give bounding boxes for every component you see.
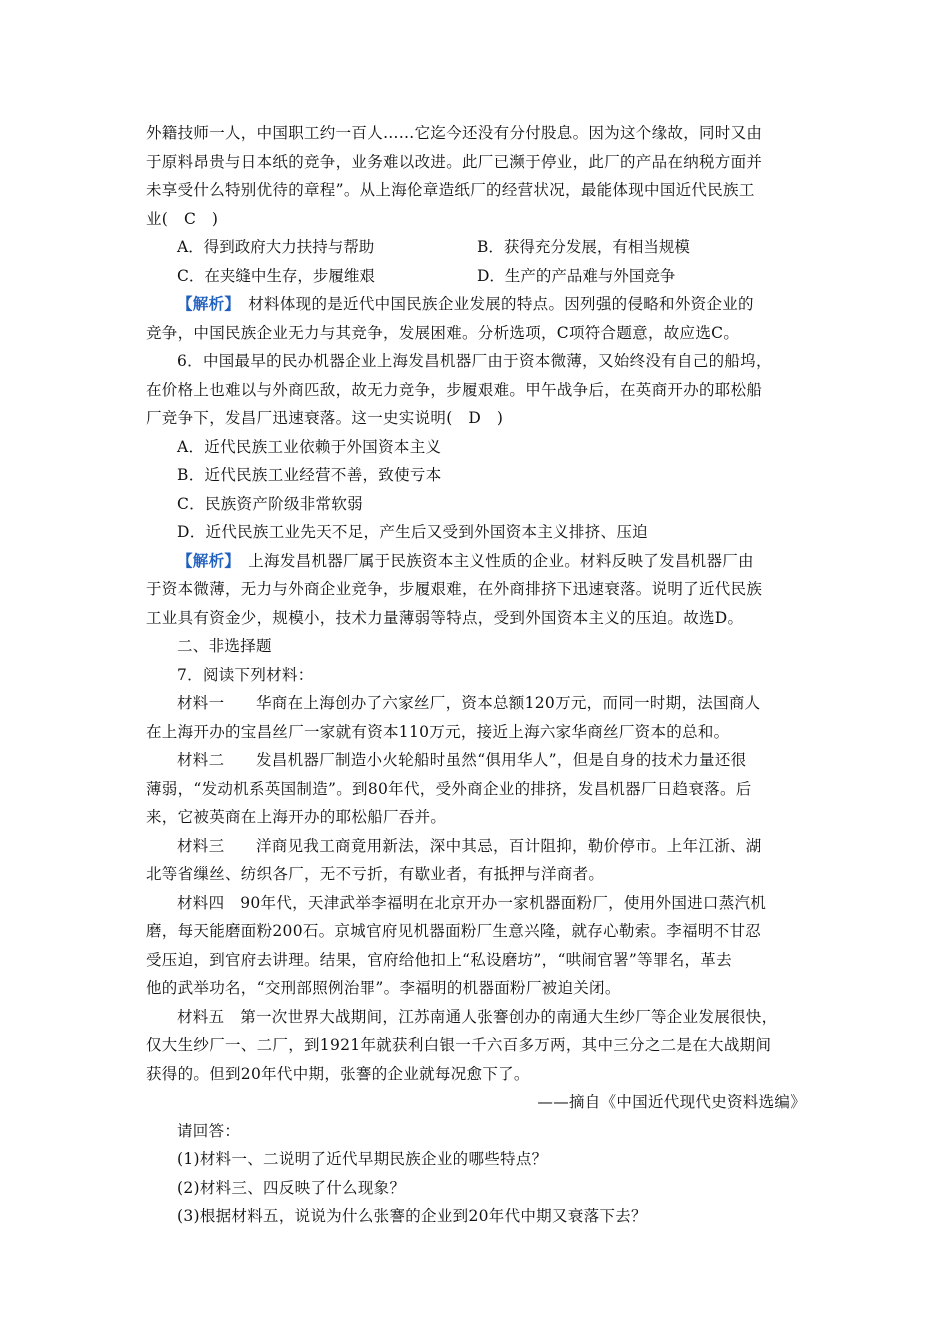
text-line: 仅大生纱厂一、二厂，到1921年就获利白银一千六百多万两，其中三分之二是在大战期间 <box>146 1036 772 1054</box>
option-d: D．生产的产品难与外国竞争 <box>477 266 676 285</box>
material-3 <box>146 832 810 889</box>
question-6-stem <box>146 347 810 433</box>
text-line: 北等省缫丝、纺织各厂，无不亏折，有歇业者，有抵押与洋商者。 <box>146 865 605 883</box>
option-c: C．民族资产阶级非常软弱 <box>177 494 363 513</box>
text-line: 6．中国最早的民办机器企业上海发昌机器厂由于资本微薄，又始终没有自己的船坞， <box>177 352 772 370</box>
section-title: 二、非选择题 <box>177 637 272 655</box>
option-c: C．在夹缝中生存，步履维艰 <box>177 266 375 285</box>
option-d: D．近代民族工业先天不足，产生后又受到外国资本主义排挤、压迫 <box>177 523 648 541</box>
text-line: 薄弱，“发动机系英国制造”。到80年代，受外商企业的排挤，发昌机器厂日趋衰落。后 <box>146 779 752 798</box>
analysis-line <box>146 547 810 576</box>
text-line: 来，它被英商在上海开办的耶松船厂吞并。 <box>146 808 447 826</box>
material-4 <box>146 889 810 1003</box>
question-list <box>146 1145 810 1231</box>
text-line: 磨，每天能磨面粉200石。京城官府见机器面粉厂生意兴隆，就存心勒索。李福明不甘忍 <box>146 922 762 940</box>
text-line: 受压迫，到官府去讲理。结果，官府给他扣上“私设磨坊”，“哄闹官署”等罪名，革去 <box>146 950 732 969</box>
option-a: A．得到政府大力扶持与帮助 <box>177 238 375 256</box>
text-line: 未享受什么特别优待的章程”。从上海伦章造纸厂的经营状况，最能体现中国近代民族工 <box>146 181 755 199</box>
analysis-line <box>146 290 810 319</box>
option-b: B．获得充分发展，有相当规模 <box>477 238 690 256</box>
text-line: 材料五 第一次世界大战期间，江苏南通人张謇创办的南通大生纱厂等企业发展很快， <box>177 1007 778 1026</box>
sub-question: (2)材料三、四反映了什么现象？ <box>177 1178 406 1197</box>
material-2 <box>146 746 810 832</box>
material-1 <box>146 689 810 746</box>
text-line: 在上海开办的宝昌丝厂一家就有资本110万元，接近上海六家华商丝厂资本的总和。 <box>146 722 730 741</box>
option-row <box>146 233 810 262</box>
option-a: A．近代民族工业依赖于外国资本主义 <box>177 437 442 456</box>
text-line: 外籍技师一人，中国职工约一百人……它迄今还没有分付股息。因为这个缘故，同时又由 <box>146 124 763 142</box>
material-5 <box>146 1003 810 1089</box>
text-line: 获得的。但到20年代中期，张謇的企业就每况愈下了。 <box>146 1064 530 1083</box>
analysis-tag: 【解析】 <box>177 294 233 313</box>
analysis-text: 上海发昌机器厂属于民族资本主义性质的企业。材料反映了发昌机器厂由 <box>232 551 754 570</box>
analysis-tag: 【解析】 <box>177 550 233 570</box>
text-line: 他的武举功名，“交刑部照例治罪”。李福明的机器面粉厂被迫关闭。 <box>146 979 621 997</box>
answer-prompt: 请回答： <box>177 1121 241 1140</box>
text-line: 业( C ) <box>146 209 219 228</box>
analysis-line: 于资本微薄，无力与外商企业竞争，步履艰难，在外商排挤下迅速衰落。说明了近代民族 <box>146 580 763 598</box>
question-5-stem <box>146 119 810 233</box>
source-citation: ——摘自《中国近代现代史资料选编》 <box>537 1093 806 1111</box>
sub-question: (3)根据材料五，说说为什么张謇的企业到20年代中期又衰落下去？ <box>177 1207 647 1225</box>
text-line: 厂竞争下，发昌厂迅速衰落。这一史实说明( D ) <box>146 409 504 427</box>
option-b: B．近代民族工业经营不善，致使亏本 <box>177 466 442 484</box>
option-row <box>146 262 810 291</box>
text-line: 材料四 90年代，天津武举李福明在北京开办一家机器面粉厂，使用外国进口蒸汽机 <box>177 893 767 912</box>
question-5-options <box>146 233 810 290</box>
question-5-analysis <box>146 290 810 347</box>
analysis-line: 工业具有资金少，规模小，技术力量薄弱等特点，受到外国资本主义的压迫。故选D。 <box>146 608 744 627</box>
text-line: 材料二 发昌机器厂制造小火轮船时虽然“俱用华人”，但是自身的技术力量还很 <box>177 751 747 769</box>
question-6-analysis <box>146 547 810 633</box>
text-line: 于原料昂贵与日本纸的竞争，业务难以改进。此厂已濒于停业，此厂的产品在纳税方面并 <box>146 152 763 171</box>
text-line: 材料一 华商在上海创办了六家丝厂，资本总额120万元，而同一时期，法国商人 <box>177 694 761 712</box>
analysis-line: 竞争，中国民族企业无力与其竞争，发展困难。分析选项，C项符合题意，故应选C。 <box>146 323 740 342</box>
analysis-text: 材料体现的是近代中国民族企业发展的特点。因列强的侵略和外资企业的 <box>232 295 754 313</box>
text-line: 材料三 洋商见我工商竟用新法，深中其忌，百计阻抑，勒价停市。上年江浙、湖 <box>177 836 762 855</box>
question-6-options <box>146 433 810 547</box>
text-line: 在价格上也难以与外商匹敌，故无力竞争，步履艰难。甲午战争后，在英商开办的耶松船 <box>146 380 763 399</box>
question-7-intro: 7．阅读下列材料： <box>177 665 314 684</box>
sub-question: (1)材料一、二说明了近代早期民族企业的哪些特点？ <box>177 1150 548 1168</box>
